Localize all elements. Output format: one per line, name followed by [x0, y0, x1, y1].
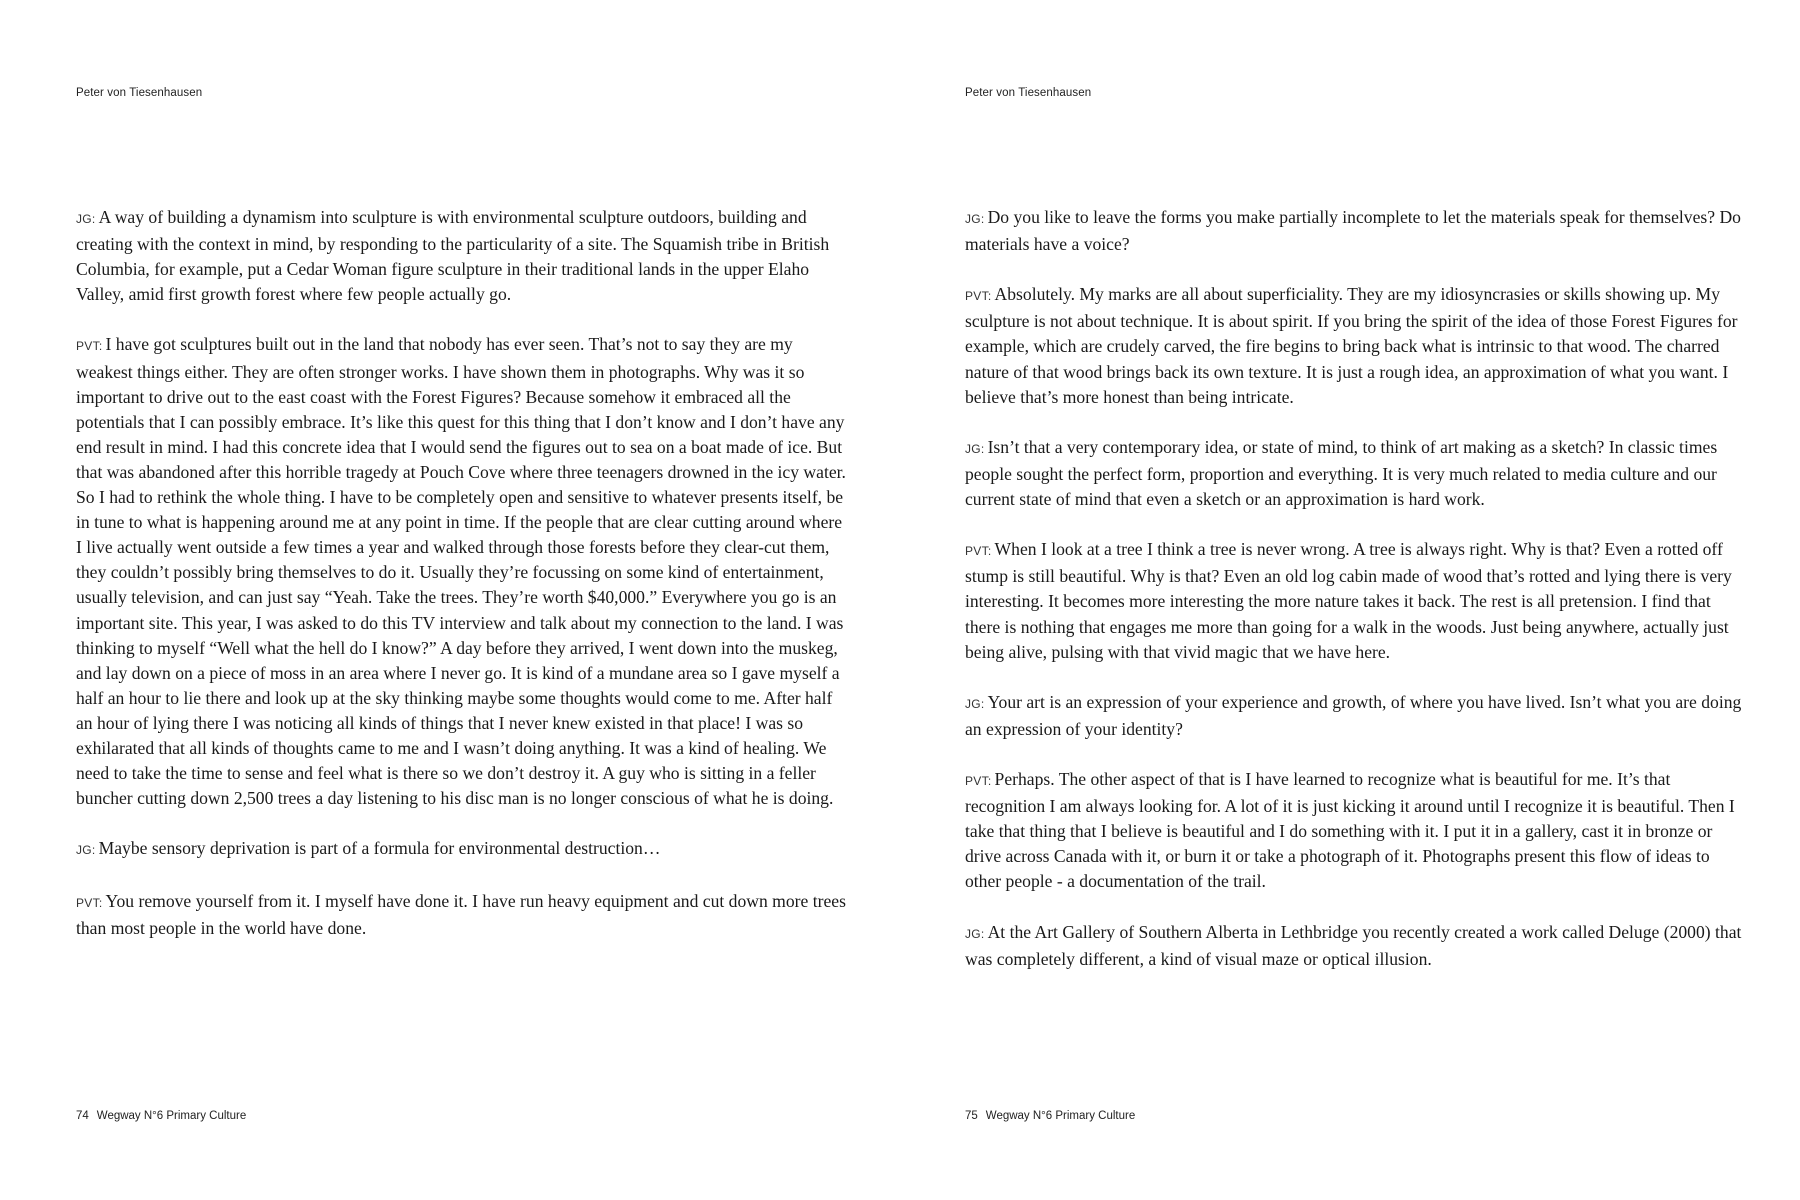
interview-paragraph: [965, 282, 1745, 409]
page-footer: [965, 1110, 1135, 1122]
speaker-label: JG:: [76, 843, 96, 858]
paragraph-text: Do you like to leave the forms you make partially incomplete to let the materials speak for themselves? Do materials have a voice?: [965, 207, 1741, 255]
interview-paragraph: [965, 435, 1745, 512]
paragraph-text: When I look at a tree I think a tree is never wrong. A tree is always right. Why is that? Even a rotted off stump is still beautiful. Why is that? Even an old log cabin made of wood that’s rotted and lying there is very interesting. It becomes more interesting the more nature takes it back. The rest is all pretension. I find that there is nothing that engages me more than going for a walk in the woods. Just being anywhere, actually just being alive, pulsing with that vivid magic that we have here.: [965, 539, 1732, 662]
interview-paragraph: [965, 767, 1745, 894]
paragraph-text: Perhaps. The other aspect of that is I have learned to recognize what is beautiful for me. It’s that recognition I am always looking for. A lot of it is just kicking it around until I recognize it is beautiful. Then I take that thing that I believe is beautiful and I do something with it. I put it in a gallery, cast it in bronze or drive across Canada with it, or burn it or take a photograph of it. Photographs present this flow of ideas to other people - a documentation of the trail.: [965, 769, 1735, 892]
speaker-label: PVT:: [76, 895, 103, 910]
interview-paragraph: [965, 205, 1745, 257]
speaker-label: JG:: [965, 926, 985, 941]
speaker-label: JG:: [965, 441, 985, 456]
interview-paragraph: [76, 205, 846, 307]
paragraph-text: Your art is an expression of your experience and growth, of where you have lived. Isn’t what you are doing an expression of your identity?: [965, 691, 1742, 739]
speaker-label: JG:: [965, 696, 985, 711]
paragraph-text: A way of building a dynamism into sculpture is with environmental sculpture outdoors, building and creating with the context in mind, by responding to the particularity of a site. The Squamish tribe in British Columbia, for example, put a Cedar Woman figure sculpture in their traditional lands in the upper Elaho Valley, amid first growth forest where few people actually go.: [76, 207, 830, 305]
speaker-label: PVT:: [965, 289, 992, 304]
paragraph-text: Absolutely. My marks are all about superficiality. They are my idiosyncrasies or skills showing up. My sculpture is not about technique. It is about spirit. If you bring the spirit of the idea of those Forest Figures for example, which are crudely carved, the fire begins to bring back what is intrinsic to that wood. The charred nature of that wood brings back its own texture. It is just a rough idea, an approximation of what you want. I believe that’s more honest than being intricate.: [965, 284, 1738, 407]
right-page: [900, 0, 1800, 1200]
interview-paragraph: [965, 537, 1745, 664]
page-number: 75: [965, 1110, 978, 1122]
speaker-label: JG:: [965, 212, 985, 226]
paragraph-text: At the Art Gallery of Southern Alberta in Lethbridge you recently created a work called Deluge (2000) that was completely different, a kind of visual maze or optical illusion.: [965, 921, 1742, 969]
interview-paragraph: [76, 836, 846, 863]
interview-paragraph: [965, 690, 1745, 742]
publication-title: Wegway N°6 Primary Culture: [96, 1110, 247, 1122]
paragraph-text: I have got sculptures built out in the land that nobody has ever seen. That’s not to say they are my weakest things either. They are often stronger works. I have shown them in photographs. Why was it so important to drive out to the east coast with the Forest Figures? Because somehow it embraced all the potentials that I can possibly embrace. It’s like this quest for this thing that I don’t know and I don’t have any end result in mind. I had this concrete idea that I would send the figures out to sea on a boat made of ice. But that was abandoned after this horrible tragedy at Pouch Cove where three teenagers drowned in the icy water. So I had to rethink the whole thing. I have to be completely open and sensitive to whatever presents itself, be in tune to what is happening around me at any point in time. If the people that are clear cutting around where I live actually went outside a few times a year and walked through those forests before they clear-cut them, they couldn’t possibly bring themselves to do it. Usually they’re focussing on some kind of entertainment, usually television, and can just say “Yeah. Take the trees. They’re worth $40,000.” Everywhere you go is an important site. This year, I was asked to do this TV interview and talk about my connection to the land. I was thinking to myself “Well what the hell do I know?” A day before they arrived, I went down into the muskeg, and lay down on a piece of moss in an area where I never go. It is kind of a mundane area so I gave myself a half an hour to lie there and look up at the sky thinking maybe some thoughts would come to me. After half an hour of lying there I was noticing all kinds of things that I never knew existed in that place! I was so exhilarated that all kinds of thoughts came to me and I wasn’t doing anything. It was a kind of healing. We need to take the time to sense and feel what is there so we don’t destroy it. A guy who is sitting in a feller buncher cutting down 2,500 trees a day listening to his disc man is no longer conscious of what he is doing.: [76, 334, 846, 809]
paragraph-text: Isn’t that a very contemporary idea, or state of mind, to think of art making as a sketch? In classic times people sought the perfect form, proportion and everything. It is very much related to media culture and our current state of mind that even a sketch or an approximation is hard work.: [965, 436, 1718, 510]
paragraph-text: You remove yourself from it. I myself have done it. I have run heavy equipment and cut down more trees than most people in the world have done.: [76, 890, 846, 938]
publication-title: Wegway N°6 Primary Culture: [985, 1110, 1136, 1122]
speaker-label: PVT:: [965, 774, 992, 789]
paragraph-text: Maybe sensory deprivation is part of a formula for environmental destruction…: [98, 838, 661, 859]
speaker-label: JG:: [76, 212, 96, 226]
page-footer: [76, 1110, 246, 1122]
interview-paragraph: [76, 332, 846, 811]
interview-paragraph: [76, 889, 846, 941]
interview-paragraph: [965, 920, 1745, 972]
interview-text: [76, 205, 846, 966]
running-head: Peter von Tiesenhausen: [76, 87, 203, 99]
speaker-label: PVT:: [965, 544, 992, 559]
speaker-label: PVT:: [76, 339, 103, 354]
page-number: 74: [76, 1110, 89, 1122]
running-head: Peter von Tiesenhausen: [965, 87, 1092, 99]
interview-text: [965, 205, 1745, 997]
